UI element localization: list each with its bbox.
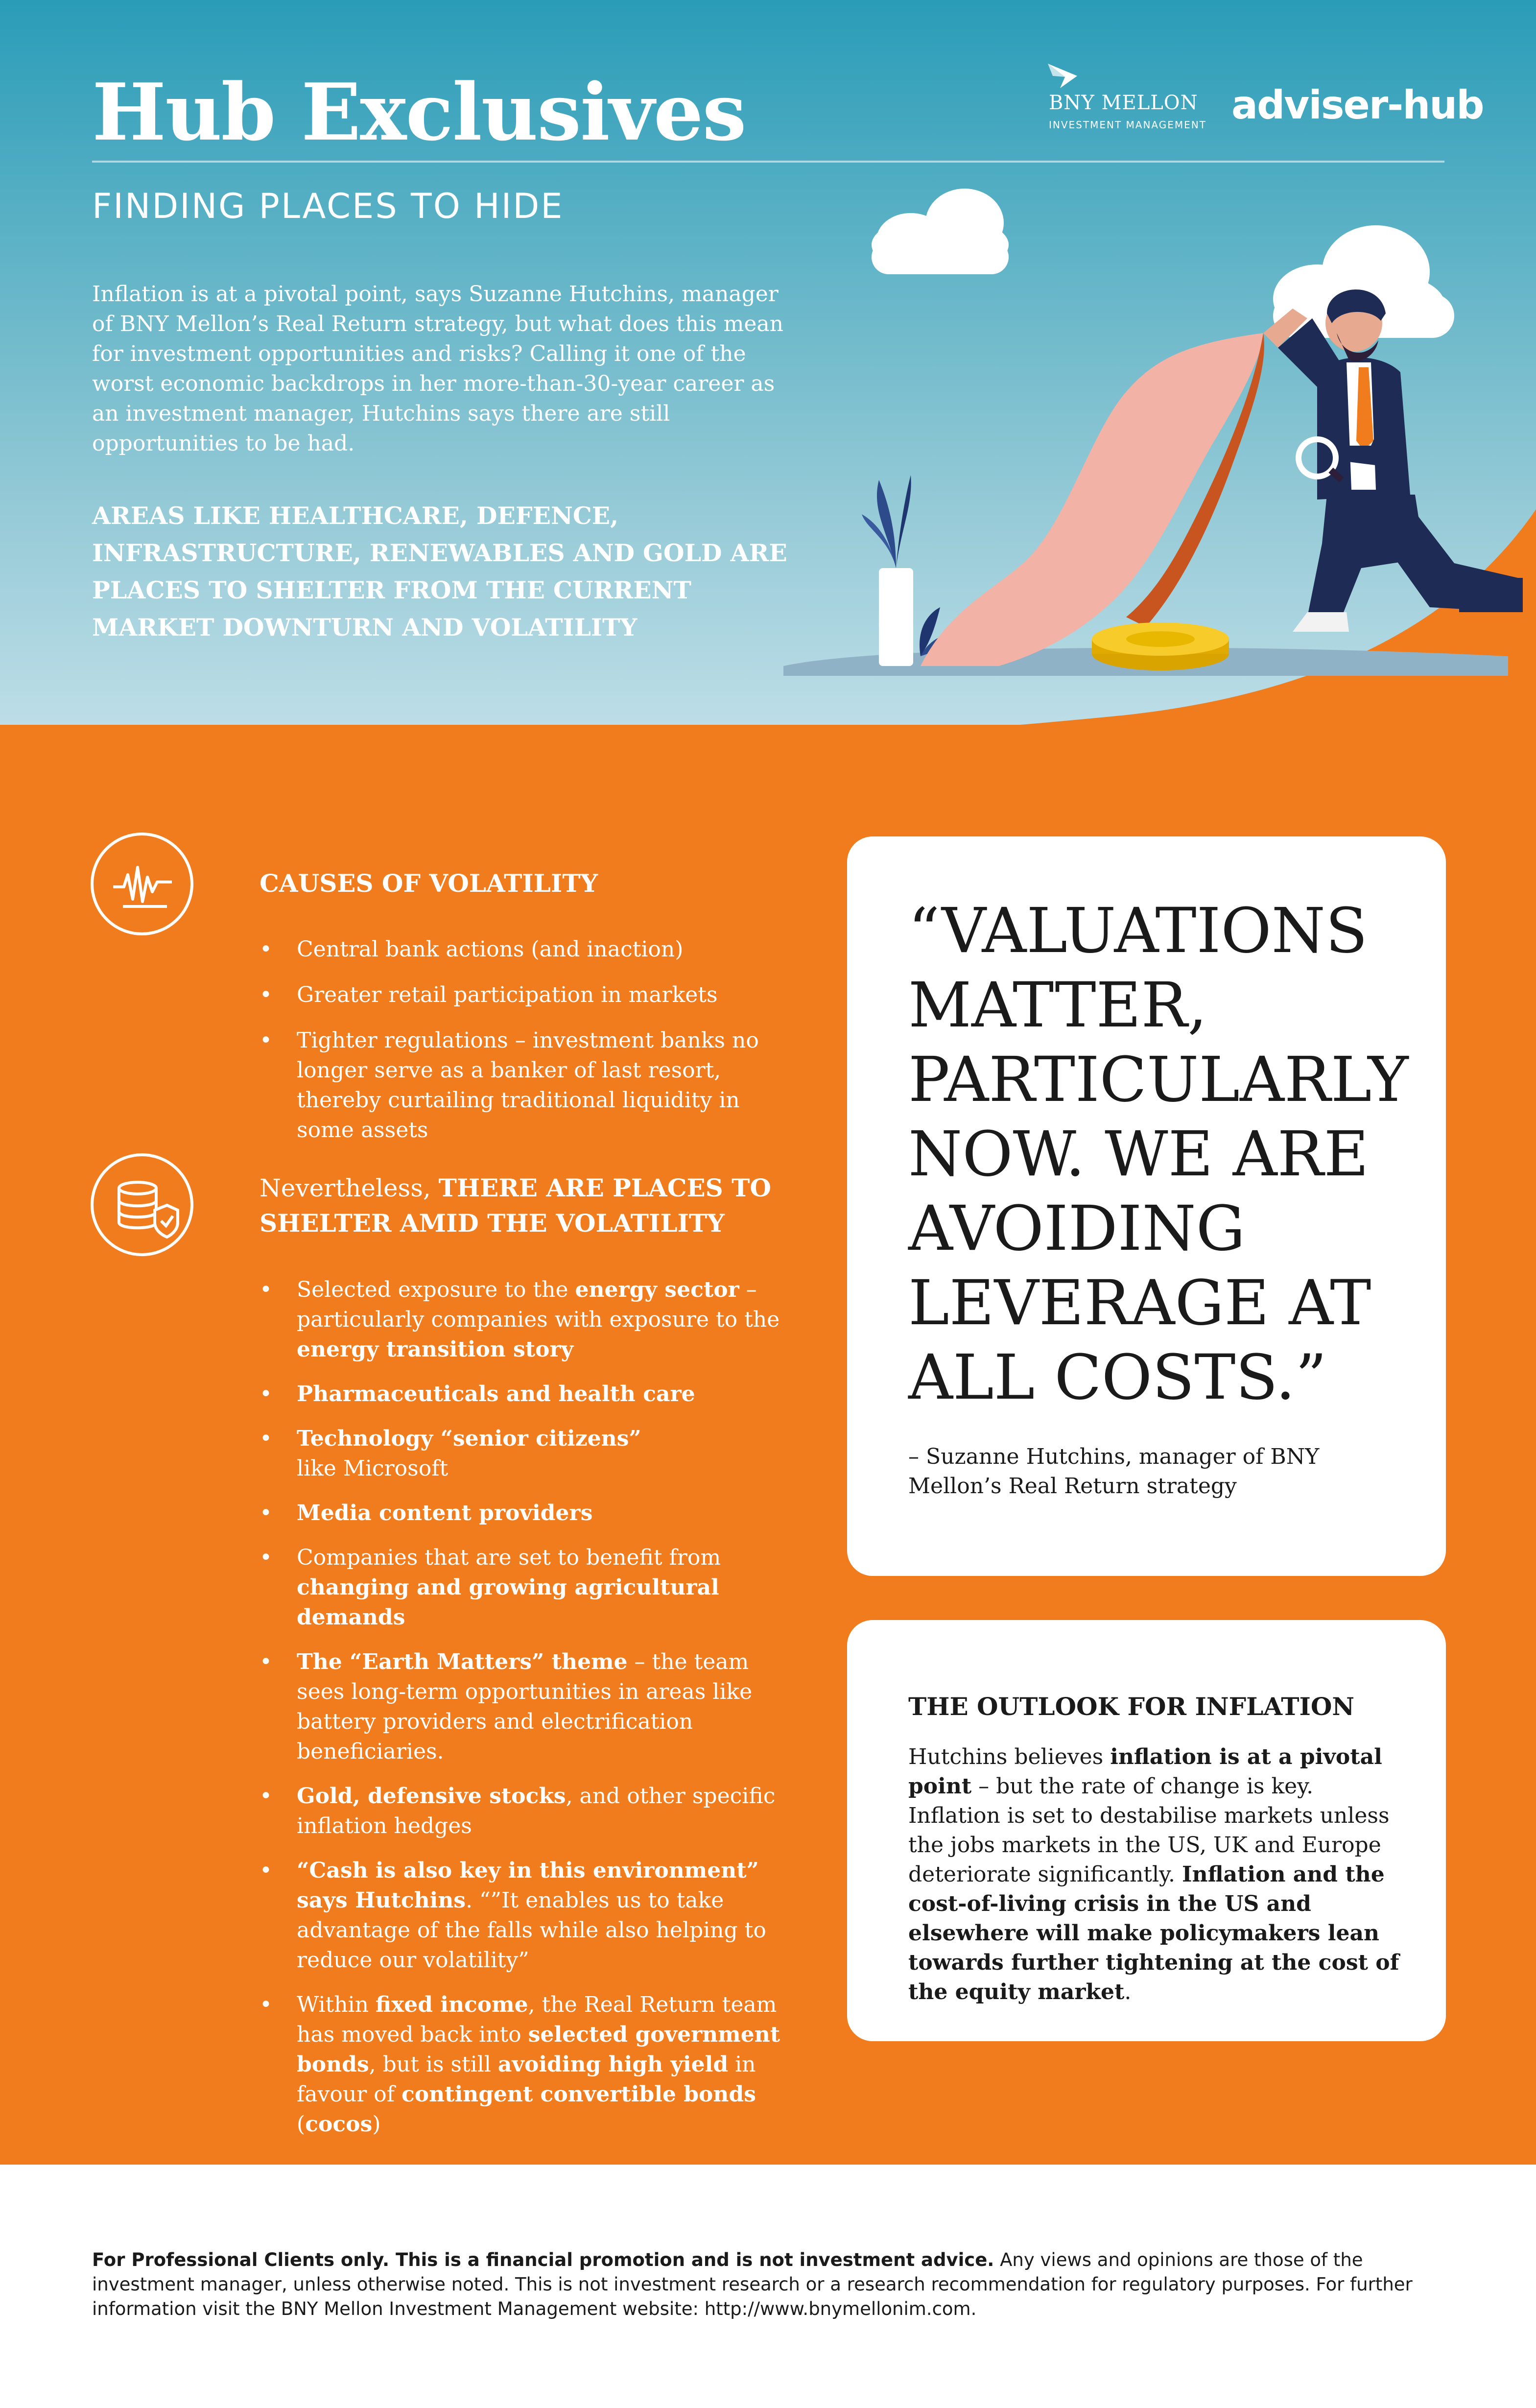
list-item: • Technology “senior citizens” like Microsoft — [260, 1424, 803, 1483]
list-item: • Within fixed income, the Real Return team has moved back into selected government bonds, but is still avoiding high yield in favour of contingent convertible bonds (cocos) — [260, 1990, 803, 2139]
volatility-wave-icon — [91, 833, 193, 935]
shelter-heading: Nevertheless, THERE ARE PLACES TO SHELTER AMID THE VOLATILITY — [260, 1173, 771, 1238]
list-item: • Greater retail participation in markets — [260, 980, 803, 1010]
list-item: • The “Earth Matters” theme – the team sees long-term opportunities in areas like battery providers and electrification beneficiaries. — [260, 1647, 803, 1766]
database-shield-icon — [91, 1153, 193, 1256]
list-item: • Central bank actions (and inaction) — [260, 934, 803, 964]
bny-subtitle: INVESTMENT MANAGEMENT — [1049, 119, 1206, 131]
causes-list — [260, 934, 803, 1145]
quote-attribution: – Suzanne Hutchins, manager of BNY Mellon’s Real Return strategy — [908, 1444, 1320, 1499]
header-divider — [92, 161, 1444, 163]
outlook-paragraph: Hutchins believes inflation is at a pivotal point – but the rate of change is key. Inflation is set to destabilise markets unless the jobs markets in the US, UK and Europe deteriorate significantly. Inflation and the cost-of-living crisis in the US and elsewhere will make policymakers lean towards further tightening at the cost of the equity market. — [908, 1744, 1399, 2004]
page-title: Hub Exclusives — [92, 66, 746, 158]
disclaimer-footer: For Professional Clients only. This is a financial promotion and is not investment advice. Any views and opinions are those of the investment manager, unless otherwise noted. This is not investment research or a research recommendation for regulatory purposes. For further information visit the BNY Mellon Investment Management website: http://www.bnymellonim.com. — [92, 2249, 1413, 2319]
outlook-heading: THE OUTLOOK FOR INFLATION — [908, 1692, 1355, 1721]
bny-mellon-logo[interactable] — [1038, 61, 1205, 135]
page-subtitle: FINDING PLACES TO HIDE — [92, 186, 564, 226]
adviser-hub-logo[interactable]: adviser-hub — [1231, 82, 1484, 128]
cloud-icon — [872, 189, 1009, 274]
intro-highlight: AREAS LIKE HEALTHCARE, DEFENCE, INFRASTRUCTURE, RENEWABLES AND GOLD ARE PLACES TO SHELTER FROM THE CURRENT MARKET DOWNTURN AND VOLATILITY — [92, 501, 787, 642]
businessman-figure — [1263, 289, 1523, 632]
list-item: • Gold, defensive stocks, and other specific inflation hedges — [260, 1781, 803, 1841]
list-item: • Companies that are set to benefit from changing and growing agricultural demands — [260, 1543, 803, 1632]
intro-paragraph: Inflation is at a pivotal point, says Suzanne Hutchins, manager of BNY Mellon’s Real Return strategy, but what does this mean for investment opportunities and risks? Calling it one of the worst economic backdrops in her more-than-30-year career as an investment manager, Hutchins says there are still opportunities to be had. — [92, 282, 783, 456]
bny-wordmark: BNY MELLON — [1049, 92, 1198, 114]
man-lifting-cloth-illustration — [774, 186, 1536, 700]
coin-stack-icon — [1092, 622, 1229, 670]
list-item: • Selected exposure to the energy sector – particularly companies with exposure to the energy transition story — [260, 1275, 803, 1364]
list-item: • “Cash is also key in this environment” says Hutchins. “”It enables us to take advantage of the falls while also helping to reduce our volatility” — [260, 1856, 803, 1975]
shelter-list — [260, 1275, 803, 2139]
list-item: • Tighter regulations – investment banks no longer serve as a banker of last resort, thereby curtailing traditional liquidity in some assets — [260, 1025, 803, 1145]
list-item: • Media content providers — [260, 1498, 803, 1528]
causes-heading: CAUSES OF VOLATILITY — [260, 869, 598, 898]
bny-sail-icon — [1043, 61, 1102, 91]
pull-quote: “VALUATIONS MATTER, PARTICULARLY NOW. WE ARE AVOIDING LEVERAGE AT ALL COSTS.” — [908, 895, 1409, 1413]
list-item: • Pharmaceuticals and health care — [260, 1379, 803, 1409]
